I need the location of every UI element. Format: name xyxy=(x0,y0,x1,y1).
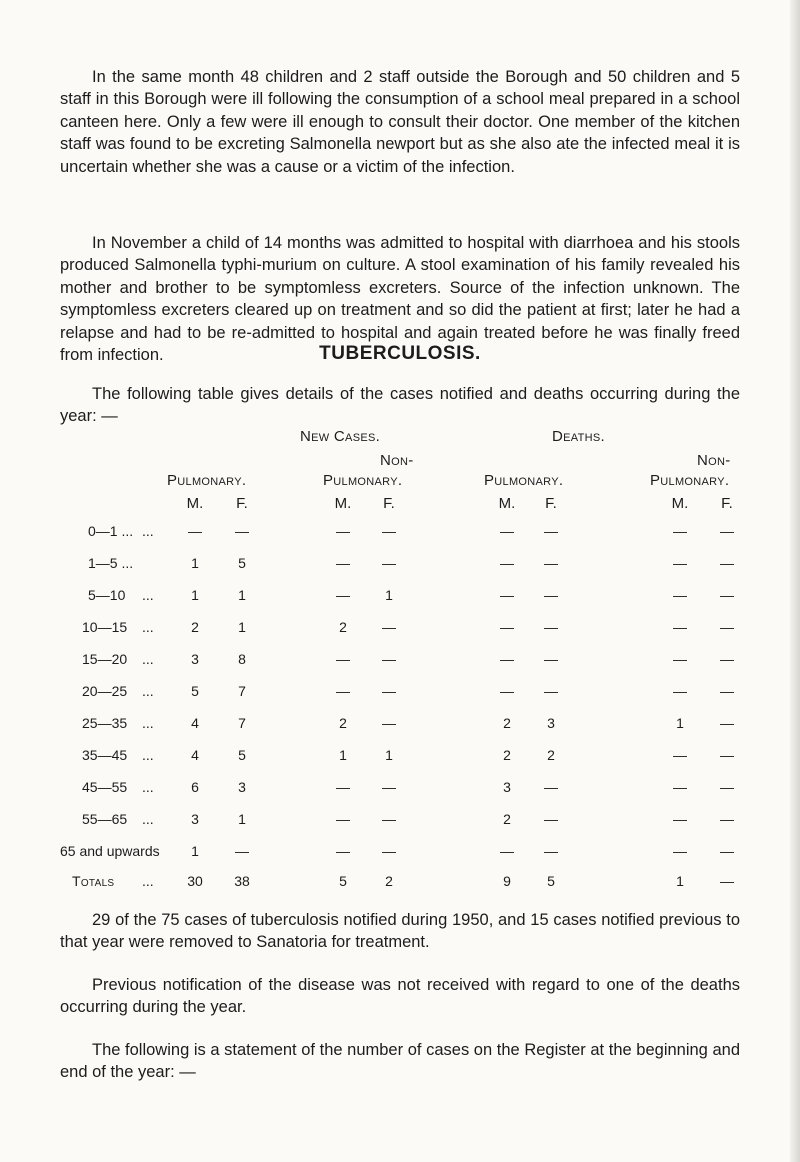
row-label: 25—35 xyxy=(82,715,128,731)
cell: — xyxy=(235,843,249,859)
cell: — xyxy=(720,683,734,699)
cell: 1 xyxy=(676,873,684,889)
cell: 5 xyxy=(339,873,347,889)
header-non-pulmonary-new: Pulmonary. xyxy=(323,472,403,489)
cell: — xyxy=(673,779,687,795)
cell: — xyxy=(720,523,734,539)
cell: 1 xyxy=(676,715,684,731)
paragraph-text: Previous notification of the disease was not received with regard to one of the deaths occurring during the year. xyxy=(60,976,740,1017)
leader-dots: ... xyxy=(142,587,154,603)
cell: — xyxy=(500,555,514,571)
row-label: 55—65 xyxy=(82,811,128,827)
cell: 3 xyxy=(191,651,199,667)
cell: — xyxy=(336,523,350,539)
cell: — xyxy=(673,523,687,539)
cell: 6 xyxy=(191,779,199,795)
cell: — xyxy=(720,747,734,763)
paragraph-text: In November a child of 14 months was admitted to hospital with diarrhoea and his stools produced Salmonella typhi-murium on culture. A stool examination of his family revealed his mother and brother to be symptomless excreters. Source of the infection unknown. The symptomless excreters cleared up on treatment and so did the patient at first; later he had a relapse and had to be re-admitted to hospital and again treated before he was finally freed from infection. xyxy=(60,234,740,365)
cell: 2 xyxy=(339,715,347,731)
cell: — xyxy=(544,843,558,859)
cell: — xyxy=(544,555,558,571)
cell: 30 xyxy=(187,873,203,889)
cell: 2 xyxy=(339,619,347,635)
paragraph-text: 29 of the 75 cases of tuberculosis notified during 1950, and 15 cases notified previous to that year were removed to Sanatoria for treatment. xyxy=(60,911,740,952)
cell: — xyxy=(673,683,687,699)
cell: — xyxy=(336,683,350,699)
leader-dots: ... xyxy=(142,619,154,635)
row-label: 0—1 ... xyxy=(88,523,134,539)
cell: — xyxy=(673,555,687,571)
cell: — xyxy=(500,843,514,859)
cell: 1 xyxy=(238,619,246,635)
cell: 1 xyxy=(238,811,246,827)
header-pulmonary-new: Pulmonary. xyxy=(167,472,247,489)
paragraph-previous-notification xyxy=(60,974,740,1019)
cell: 4 xyxy=(191,747,199,763)
page-edge-shadow xyxy=(790,0,800,1162)
leader-dots: ... xyxy=(142,779,154,795)
cell: 3 xyxy=(503,779,511,795)
paragraph-sanatoria xyxy=(60,909,740,954)
cell: 8 xyxy=(238,651,246,667)
cell: — xyxy=(382,843,396,859)
cell: — xyxy=(500,587,514,603)
cell: 3 xyxy=(547,715,555,731)
header-m: M. xyxy=(334,495,352,512)
cell: — xyxy=(673,747,687,763)
cell: — xyxy=(382,779,396,795)
cell: — xyxy=(720,587,734,603)
cell: — xyxy=(673,651,687,667)
cell: — xyxy=(382,715,396,731)
row-label: 10—15 xyxy=(82,619,128,635)
cell: 1 xyxy=(339,747,347,763)
leader-dots: ... xyxy=(142,811,154,827)
paragraph-register-intro xyxy=(60,1039,740,1084)
cell: 2 xyxy=(547,747,555,763)
cell: — xyxy=(336,811,350,827)
row-label: 20—25 xyxy=(82,683,128,699)
header-m: M. xyxy=(186,495,204,512)
cell: — xyxy=(382,683,396,699)
header-new-cases: New Cases. xyxy=(300,428,381,445)
cell: — xyxy=(720,843,734,859)
paragraph-school-meal xyxy=(60,66,740,178)
cell: — xyxy=(336,651,350,667)
header-non-2: Non- xyxy=(697,452,731,469)
cell: — xyxy=(336,843,350,859)
cell: — xyxy=(544,683,558,699)
cell: — xyxy=(673,587,687,603)
cell: — xyxy=(544,587,558,603)
cell: — xyxy=(336,587,350,603)
cell: — xyxy=(720,779,734,795)
cell: — xyxy=(382,651,396,667)
cell: — xyxy=(500,651,514,667)
cell: — xyxy=(336,779,350,795)
header-m: M. xyxy=(671,495,689,512)
header-f: F. xyxy=(383,495,395,512)
cell: — xyxy=(544,651,558,667)
cell: — xyxy=(673,843,687,859)
cell: 1 xyxy=(385,587,393,603)
cell: 2 xyxy=(503,715,511,731)
leader-dots: ... xyxy=(142,523,154,539)
cell: — xyxy=(720,619,734,635)
header-non-1: Non- xyxy=(380,452,414,469)
header-pulmonary-deaths: Pulmonary. xyxy=(484,472,564,489)
cell: 7 xyxy=(238,715,246,731)
cell: — xyxy=(544,523,558,539)
cell: 2 xyxy=(503,811,511,827)
cell: — xyxy=(544,779,558,795)
cell: — xyxy=(500,683,514,699)
cell: — xyxy=(673,811,687,827)
cell: — xyxy=(382,555,396,571)
leader-dots: ... xyxy=(142,651,154,667)
cell: — xyxy=(720,715,734,731)
row-label: 45—55 xyxy=(82,779,128,795)
cell: — xyxy=(673,619,687,635)
cell: 38 xyxy=(234,873,250,889)
header-f: F. xyxy=(545,495,557,512)
cell: 5 xyxy=(238,747,246,763)
cell: 1 xyxy=(191,843,199,859)
row-label: 15—20 xyxy=(82,651,128,667)
cell: 2 xyxy=(503,747,511,763)
cell: — xyxy=(544,811,558,827)
section-heading: TUBERCULOSIS. xyxy=(319,343,481,364)
leader-dots: ... xyxy=(142,715,154,731)
row-label: 5—10 xyxy=(88,587,126,603)
row-label: 1—5 ... xyxy=(88,555,134,571)
cell: 3 xyxy=(191,811,199,827)
cell: 5 xyxy=(238,555,246,571)
paragraph-text: The following is a statement of the number of cases on the Register at the beginning and end of the year: — xyxy=(60,1041,740,1082)
cell: 9 xyxy=(503,873,511,889)
cell: 2 xyxy=(385,873,393,889)
row-label: 65 and upwards xyxy=(60,843,160,859)
paragraph-text: The following table gives details of the cases notified and deaths occurring during the year: — xyxy=(60,385,740,426)
cell: 5 xyxy=(547,873,555,889)
cell: — xyxy=(500,523,514,539)
cell: 1 xyxy=(191,555,199,571)
leader-dots: ... xyxy=(142,683,154,699)
header-f: F. xyxy=(721,495,733,512)
paragraph-table-intro xyxy=(60,383,740,428)
header-non-pulmonary-deaths: Pulmonary. xyxy=(650,472,730,489)
cell: 3 xyxy=(238,779,246,795)
cell: — xyxy=(500,619,514,635)
cell: — xyxy=(382,619,396,635)
header-m: M. xyxy=(498,495,516,512)
row-label: 35—45 xyxy=(82,747,128,763)
cell: 2 xyxy=(191,619,199,635)
cell: — xyxy=(382,811,396,827)
cell: — xyxy=(188,523,202,539)
cell: 5 xyxy=(191,683,199,699)
cell: 4 xyxy=(191,715,199,731)
cell: — xyxy=(544,619,558,635)
cell: 1 xyxy=(238,587,246,603)
paragraph-text: In the same month 48 children and 2 staff outside the Borough and 50 children and 5 staff in this Borough were ill following the consumption of a school meal prepared in a school canteen here. Only a few were ill enough to consult their doctor. One member of the kitchen staff was found to be excreting Salmonella newport but as she also ate the infected meal it is uncertain whether she was a cause or a victim of the infection. xyxy=(60,68,740,176)
leader-dots: ... xyxy=(142,873,154,889)
cell: — xyxy=(382,523,396,539)
cell: — xyxy=(720,651,734,667)
leader-dots: ... xyxy=(142,747,154,763)
cell: 1 xyxy=(191,587,199,603)
cell: — xyxy=(336,555,350,571)
row-label-totals: Totals xyxy=(72,873,115,889)
cell: — xyxy=(720,873,734,889)
header-f: F. xyxy=(236,495,248,512)
cell: 1 xyxy=(385,747,393,763)
cell: 7 xyxy=(238,683,246,699)
header-deaths: Deaths. xyxy=(552,428,605,445)
cell: — xyxy=(720,555,734,571)
cell: — xyxy=(720,811,734,827)
cell: — xyxy=(235,523,249,539)
